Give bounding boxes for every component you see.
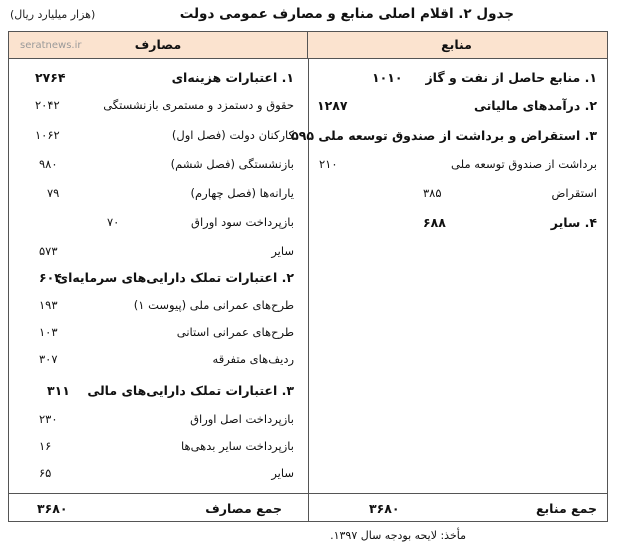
expenditures-header: مصارف xyxy=(9,32,308,59)
exp-national-projects-value: ۱۹۳ xyxy=(39,298,58,312)
exp-misc-items-label: ردیف‌های متفرقه xyxy=(212,352,294,366)
source-footnote: مأخذ: لایحه بودجه سال ۱۳۹۷. xyxy=(330,529,466,542)
total-separator xyxy=(9,493,607,494)
exp-subsidies-value: ۷۹ xyxy=(47,186,60,200)
exp-capital-label: ۲. اعتبارات تملک دارایی‌های سرمایه‌ای xyxy=(56,270,294,285)
exp-current-label: ۱. اعتبارات هزینه‌ای xyxy=(171,70,294,85)
expenditures-total-label: جمع مصارف xyxy=(205,501,282,516)
exp-salaries-label: حقوق و دستمزد و مستمری بازنشستگی xyxy=(103,98,294,112)
resources-total-value: ۳۶۸۰ xyxy=(369,501,400,516)
exp-capital-value: ۶۰۴ xyxy=(39,270,62,285)
resource-other-label: ۴. سایر xyxy=(550,215,597,230)
resource-ndf-withdrawal-value: ۲۱۰ xyxy=(319,157,338,171)
expenditures-total-value: ۳۶۸۰ xyxy=(37,501,68,516)
exp-other-debts-value: ۱۶ xyxy=(39,439,52,453)
exp-financial-label: ۳. اعتبارات تملک دارایی‌های مالی xyxy=(87,383,294,398)
exp-financial-value: ۳۱۱ xyxy=(47,383,70,398)
watermark: seratnews.ir xyxy=(20,40,82,51)
resource-ndf-withdrawal-label: برداشت از صندوق توسعه ملی xyxy=(451,157,597,171)
resource-oil-gas-label: ۱. منابع حاصل از نفت و گاز xyxy=(425,70,597,85)
exp-other-financial-value: ۶۵ xyxy=(39,466,52,480)
resource-tax-label: ۲. درآمدهای مالیاتی xyxy=(473,98,597,113)
budget-table xyxy=(8,31,608,522)
exp-other-current-value: ۵۷۳ xyxy=(39,244,58,258)
exp-retirement-value: ۹۸۰ xyxy=(39,157,58,171)
exp-other-financial-label: سایر xyxy=(271,466,294,480)
exp-provincial-projects-label: طرح‌های عمرانی استانی xyxy=(176,325,294,339)
exp-interest-value: ۷۰ xyxy=(107,215,120,229)
exp-other-debts-label: بازپرداخت سایر بدهی‌ها xyxy=(181,439,294,453)
resource-oil-gas-value: ۱۰۱۰ xyxy=(372,70,403,85)
resource-other-value: ۶۸۸ xyxy=(423,215,446,230)
exp-employees-label: کارکنان دولت (فصل اول) xyxy=(171,128,294,142)
exp-provincial-projects-value: ۱۰۳ xyxy=(39,325,58,339)
exp-retirement-label: بازنشستگی (فصل ششم) xyxy=(170,157,294,171)
resource-tax-value: ۱۲۸۷ xyxy=(317,98,348,113)
table-title: جدول ۲. اقلام اصلی منابع و مصارف عمومی دولت xyxy=(179,6,514,22)
resources-header: منابع xyxy=(306,32,607,59)
resource-ndf-label: ۳. استقراض و برداشت از صندوق توسعه ملی ۵۹۵ xyxy=(291,128,597,143)
exp-salaries-value: ۲۰۴۲ xyxy=(35,98,60,112)
exp-interest-label: بازپرداخت سود اوراق xyxy=(191,215,294,229)
exp-employees-value: ۱۰۶۲ xyxy=(35,128,60,142)
exp-misc-items-value: ۳۰۷ xyxy=(39,352,58,366)
exp-principal-value: ۲۳۰ xyxy=(39,412,58,426)
resource-borrowing-value: ۳۸۵ xyxy=(423,186,442,200)
exp-principal-label: بازپرداخت اصل اوراق xyxy=(190,412,294,426)
resource-borrowing-label: استقراض xyxy=(551,186,597,200)
exp-subsidies-label: یارانه‌ها (فصل چهارم) xyxy=(190,186,294,200)
exp-national-projects-label: طرح‌های عمرانی ملی (پیوست ۱) xyxy=(133,298,294,312)
resources-total-label: جمع منابع xyxy=(535,501,597,516)
unit-label: (هزار میلیارد ریال) xyxy=(10,8,96,21)
exp-other-current-label: سایر xyxy=(271,244,294,258)
exp-current-value: ۲۷۶۴ xyxy=(35,70,66,85)
